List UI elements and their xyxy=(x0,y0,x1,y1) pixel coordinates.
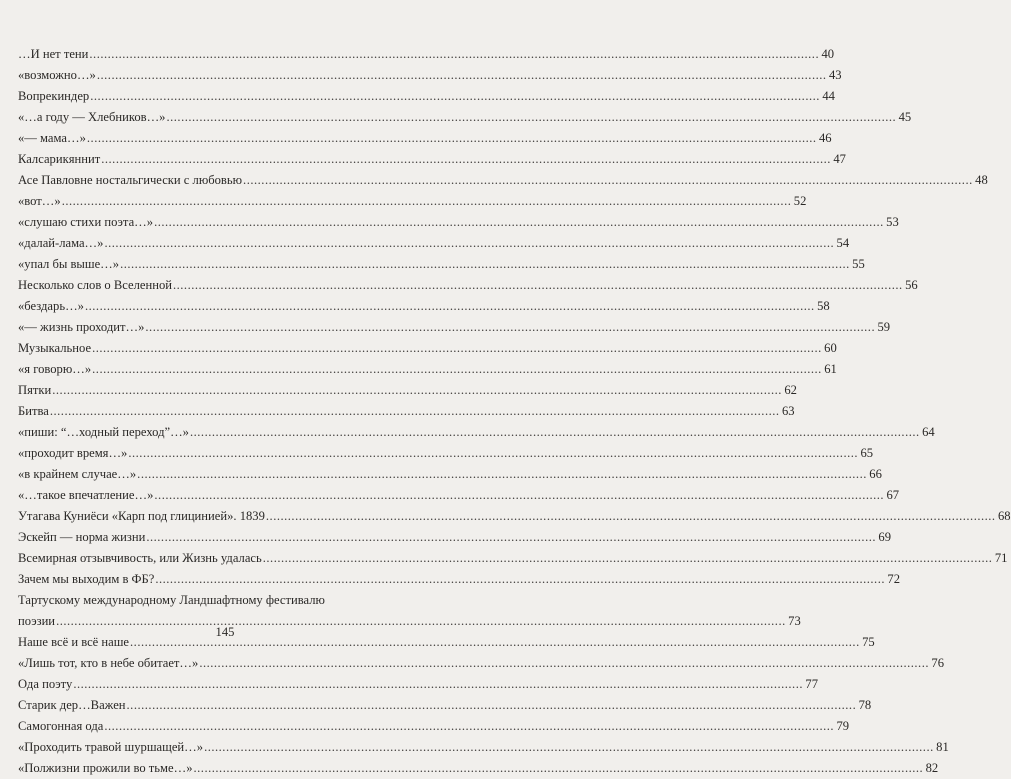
toc-entry-page: 68 xyxy=(997,509,1011,523)
dot-leader: ........................................................................................................................................................................................................ xyxy=(172,278,903,292)
dot-leader: ........................................................................................................................................................................................................ xyxy=(204,740,934,754)
toc-entry-page: 75 xyxy=(862,635,875,649)
toc-entry-page: 43 xyxy=(828,68,842,82)
toc-entry-title: Калсарикяннит xyxy=(18,152,101,166)
toc-entry xyxy=(18,548,1008,569)
dot-leader: ........................................................................................................................................................................................................ xyxy=(154,215,884,229)
toc-entry xyxy=(18,443,874,464)
toc-entry-title: «…а году — Хлебников…» xyxy=(18,110,166,124)
toc-entry-page: 56 xyxy=(905,278,918,292)
toc-entry xyxy=(18,317,891,338)
page-number-footer: 145 xyxy=(215,625,235,639)
toc-entry-page: 40 xyxy=(821,47,835,61)
toc-entry-title: Вопрекиндер xyxy=(18,89,90,103)
toc-entry-title: Наше всё и всё наше xyxy=(18,635,130,649)
dot-leader: ........................................................................................................................................................................................................ xyxy=(262,551,993,565)
toc-entry-page: 69 xyxy=(878,530,892,544)
toc-entry xyxy=(18,107,912,128)
dot-leader: ........................................................................................................................................................................................................ xyxy=(86,131,817,145)
toc-entry-title: Пятки xyxy=(18,383,52,397)
dot-leader: ........................................................................................................................................................................................................ xyxy=(155,572,885,586)
toc-entry-title: «проходит время…» xyxy=(18,446,128,460)
toc-entry-title: Асе Павловне ностальгически с любовью xyxy=(18,173,243,187)
toc-entry xyxy=(18,233,850,254)
toc-entry-title: «пиши: “…ходный переход”…» xyxy=(18,425,189,439)
dot-leader: ........................................................................................................................................................................................................ xyxy=(154,488,885,502)
toc-entry-page: 66 xyxy=(869,467,882,481)
dot-leader: ........................................................................................................................................................................................................ xyxy=(126,698,857,712)
toc-entry-page: 71 xyxy=(994,551,1008,565)
toc-entry xyxy=(18,191,807,212)
toc-entry-page: 52 xyxy=(793,194,807,208)
toc-entry-title: «упал бы выше…» xyxy=(18,257,120,271)
dot-leader: ........................................................................................................................................................................................................ xyxy=(145,320,876,334)
toc-entry-title: Старик дер…Важен xyxy=(18,698,126,712)
toc-entry-title: Утагава Куниёси «Карп под глицинией». 1839 xyxy=(18,509,265,523)
dot-leader: ........................................................................................................................................................................................................ xyxy=(265,509,996,523)
dot-leader: ........................................................................................................................................................................................................ xyxy=(189,425,920,439)
toc-entry xyxy=(18,338,837,359)
toc-entry-title: Самогонная ода xyxy=(18,719,104,733)
dot-leader: ........................................................................................................................................................................................................ xyxy=(96,68,827,82)
toc-entry-page: 46 xyxy=(818,131,832,145)
dot-leader: ........................................................................................................................................................................................................ xyxy=(243,173,973,187)
toc-entry-title: …И нет тени xyxy=(18,47,89,61)
dot-leader: ........................................................................................................................................................................................................ xyxy=(61,194,792,208)
toc-entry-page: 79 xyxy=(836,719,850,733)
dot-leader: ........................................................................................................................................................................................................ xyxy=(92,362,822,376)
dot-leader: ........................................................................................................................................................................................................ xyxy=(130,635,860,649)
toc-entry-page: 63 xyxy=(781,404,795,418)
dot-leader: ........................................................................................................................................................................................................ xyxy=(166,110,897,124)
toc-entry-title: Ода поэту xyxy=(18,677,73,691)
toc-entry xyxy=(18,527,892,548)
toc-entry xyxy=(18,590,388,611)
toc-entry xyxy=(18,695,872,716)
toc-entry-page: 54 xyxy=(836,236,850,250)
table-of-contents xyxy=(18,44,1011,779)
toc-entry xyxy=(18,254,865,275)
toc-entry-title: «я говорю…» xyxy=(18,362,92,376)
toc-entry xyxy=(18,86,835,107)
toc-entry-title: «— мама…» xyxy=(18,131,86,145)
dot-leader: ........................................................................................................................................................................................................ xyxy=(92,341,822,355)
dot-leader: ........................................................................................................................................................................................................ xyxy=(56,614,786,628)
toc-entry xyxy=(18,737,949,758)
toc-entry-page: 65 xyxy=(860,446,874,460)
toc-entry xyxy=(18,296,830,317)
toc-entry-title: «возможно…» xyxy=(18,68,96,82)
toc-entry xyxy=(18,65,842,86)
toc-entry-page: 77 xyxy=(805,677,818,691)
dot-leader: ........................................................................................................................................................................................................ xyxy=(199,656,929,670)
toc-entry xyxy=(18,569,900,590)
toc-entry xyxy=(18,44,835,65)
toc-entry-title: поэзии xyxy=(18,614,56,628)
dot-leader: ........................................................................................................................................................................................................ xyxy=(84,299,815,313)
toc-entry-page: 78 xyxy=(858,698,872,712)
toc-entry-title: Несколько слов о Вселенной xyxy=(18,278,172,292)
toc-entry-page: 64 xyxy=(922,425,935,439)
toc-entry xyxy=(18,422,935,443)
toc-entry-title: «бездарь…» xyxy=(18,299,84,313)
dot-leader: ........................................................................................................................................................................................................ xyxy=(120,257,850,271)
toc-entry-title: «…такое впечатление…» xyxy=(18,488,154,502)
toc-entry-page: 72 xyxy=(887,572,900,586)
dot-leader: ........................................................................................................................................................................................................ xyxy=(104,236,835,250)
toc-entry-title: Битва xyxy=(18,404,49,418)
toc-entry-title: «далай-лама…» xyxy=(18,236,104,250)
dot-leader: ........................................................................................................................................................................................................ xyxy=(52,383,782,397)
toc-entry-title: «Проходить травой шуршащей…» xyxy=(18,740,204,754)
toc-entry-page: 67 xyxy=(886,488,900,502)
toc-entry-page: 62 xyxy=(784,383,797,397)
toc-entry xyxy=(18,401,795,422)
dot-leader: ........................................................................................................................................................................................................ xyxy=(101,152,831,166)
dot-leader: ........................................................................................................................................................................................................ xyxy=(49,404,780,418)
toc-entry-title: Тартускому международному Ландшафтному фестивалю xyxy=(18,593,325,607)
toc-entry-page: 73 xyxy=(788,614,801,628)
toc-entry-page: 58 xyxy=(817,299,830,313)
toc-entry-page: 59 xyxy=(877,320,891,334)
toc-entry xyxy=(18,758,939,779)
toc-entry-page: 45 xyxy=(898,110,912,124)
toc-entry xyxy=(18,128,832,149)
toc-entry-page: 48 xyxy=(975,173,988,187)
toc-entry xyxy=(18,359,837,380)
dot-leader: ........................................................................................................................................................................................................ xyxy=(146,530,877,544)
toc-entry-page: 53 xyxy=(886,215,899,229)
toc-entry-title: «— жизнь проходит…» xyxy=(18,320,145,334)
toc-entry xyxy=(18,485,900,506)
toc-entry-page: 82 xyxy=(925,761,939,775)
toc-entry-page: 60 xyxy=(824,341,837,355)
toc-entry-title: «вот…» xyxy=(18,194,61,208)
toc-entry xyxy=(18,674,818,695)
dot-leader: ........................................................................................................................................................................................................ xyxy=(193,761,924,775)
toc-entry-title: «слушаю стихи поэта…» xyxy=(18,215,154,229)
dot-leader: ........................................................................................................................................................................................................ xyxy=(73,677,803,691)
toc-entry xyxy=(18,464,882,485)
toc-entry xyxy=(18,212,899,233)
toc-entry-page: 55 xyxy=(852,257,865,271)
toc-entry-page: 81 xyxy=(936,740,949,754)
toc-entry xyxy=(18,716,850,737)
toc-entry-title: «Полжизни прожили во тьме…» xyxy=(18,761,193,775)
toc-entry-title: «в крайнем случае…» xyxy=(18,467,137,481)
toc-entry xyxy=(18,149,846,170)
toc-entry-title: Музыкальное xyxy=(18,341,92,355)
toc-entry xyxy=(18,653,944,674)
toc-entry-title: Всемирная отзывчивость, или Жизнь удалась xyxy=(18,551,262,565)
toc-entry xyxy=(18,275,918,296)
dot-leader: ........................................................................................................................................................................................................ xyxy=(89,47,820,61)
toc-entry xyxy=(18,506,1011,527)
toc-entry-page: 76 xyxy=(931,656,944,670)
toc-entry-title: Эскейп — норма жизни xyxy=(18,530,146,544)
dot-leader: ........................................................................................................................................................................................................ xyxy=(128,446,859,460)
toc-entry xyxy=(18,170,988,191)
toc-entry xyxy=(18,380,797,401)
dot-leader: ........................................................................................................................................................................................................ xyxy=(137,467,867,481)
toc-entry-page: 44 xyxy=(822,89,835,103)
dot-leader: ........................................................................................................................................................................................................ xyxy=(90,89,820,103)
toc-entry-title: «Лишь тот, кто в небе обитает…» xyxy=(18,656,199,670)
toc-entry-page: 47 xyxy=(833,152,846,166)
toc-entry-page: 61 xyxy=(824,362,837,376)
dot-leader: ........................................................................................................................................................................................................ xyxy=(104,719,835,733)
toc-entry-title: Зачем мы выходим в ФБ? xyxy=(18,572,155,586)
